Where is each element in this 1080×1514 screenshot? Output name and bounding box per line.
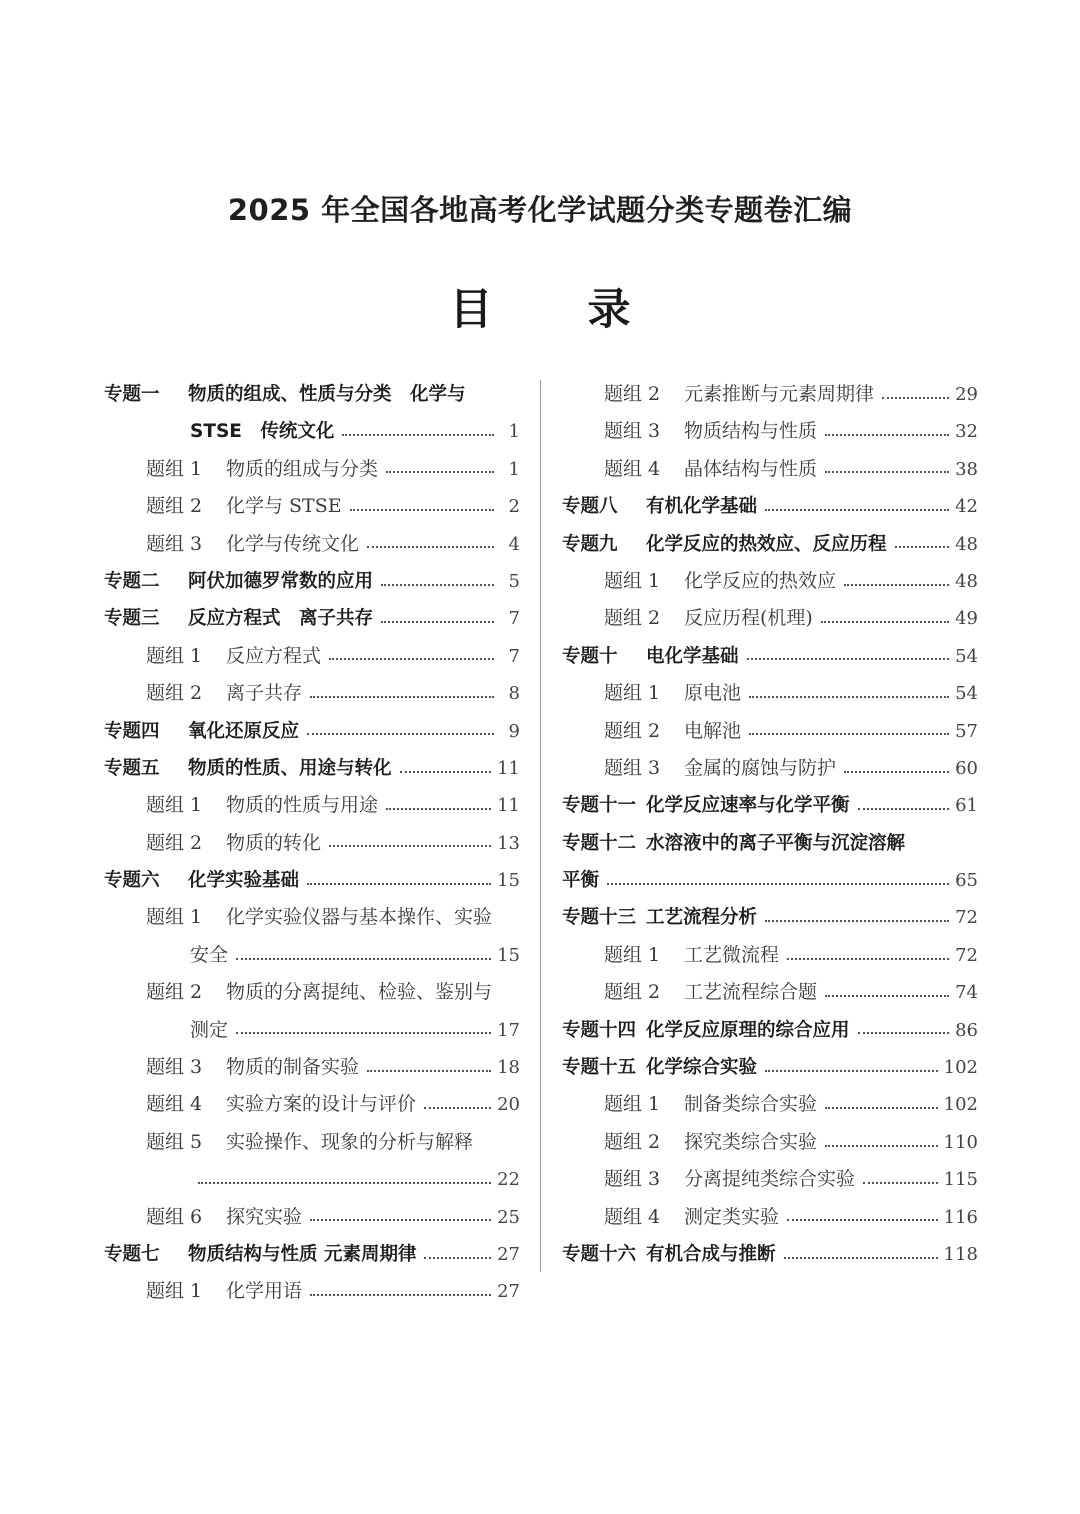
toc-page-number: 32 (955, 421, 978, 443)
toc-group-entry[interactable] (104, 1124, 520, 1161)
toc-leader-dots (310, 1294, 491, 1296)
toc-group-entry[interactable] (104, 825, 520, 862)
toc-leader-dots (400, 771, 492, 773)
toc-entry-title: 水溶液中的离子平衡与沉淀溶解 (646, 832, 906, 854)
toc-leader-dots (607, 883, 949, 885)
toc-heading: 目 录 (449, 285, 631, 335)
toc-entry-label: 专题十 (562, 645, 618, 667)
toc-entry-label: 题组 4 (604, 1205, 661, 1228)
toc-entry-title: STSE 传统文化 (190, 421, 335, 443)
toc-group-entry[interactable] (562, 1124, 978, 1161)
toc-page-number: 9 (508, 720, 520, 742)
toc-page-number: 115 (943, 1169, 978, 1191)
toc-entry-label: 题组 2 (604, 719, 661, 742)
toc-entry-label: 专题十五 (562, 1057, 637, 1079)
toc-leader-dots (765, 920, 949, 922)
toc-page-number: 65 (955, 870, 978, 892)
toc-group-entry[interactable] (562, 376, 978, 413)
toc-topic-entry[interactable] (104, 413, 520, 450)
toc-group-entry[interactable] (562, 1086, 978, 1123)
toc-topic-entry[interactable] (562, 899, 978, 936)
toc-leader-dots (787, 1219, 938, 1221)
toc-entry-title: 化学实验基础 (188, 870, 300, 892)
toc-entry-title: 物质结构与性质 (684, 420, 818, 443)
toc-leader-dots (329, 658, 494, 660)
toc-group-entry[interactable] (562, 1161, 978, 1198)
toc-entry-label: 题组 1 (146, 644, 203, 667)
toc-entry-label: 专题九 (562, 533, 618, 555)
toc-entry-title: 化学反应速率与化学平衡 (646, 795, 850, 817)
toc-group-entry[interactable] (562, 675, 978, 712)
toc-page-number: 48 (955, 570, 978, 592)
toc-group-entry[interactable] (562, 937, 978, 974)
toc-leader-dots (863, 1182, 938, 1184)
toc-leader-dots (765, 509, 949, 511)
toc-leader-dots (765, 1070, 938, 1072)
toc-entry-title: 实验方案的设计与评价 (226, 1093, 417, 1116)
toc-page-number: 1 (508, 421, 520, 443)
toc-leader-dots (747, 658, 950, 660)
toc-page-number: 11 (497, 795, 520, 817)
toc-page-number: 54 (955, 683, 978, 705)
column-divider (540, 380, 541, 1272)
toc-entry-label: 题组 1 (604, 1093, 661, 1116)
toc-entry-title: 原电池 (684, 682, 742, 705)
toc-entry-title: 化学与 STSE (226, 495, 342, 518)
toc-entry-title: 反应方程式 (226, 644, 322, 667)
toc-leader-dots (825, 995, 949, 997)
toc-entry-title: 化学反应的热效应 (684, 569, 837, 592)
toc-page-number: 61 (955, 795, 978, 817)
toc-page-number: 29 (955, 384, 978, 405)
toc-page-number: 57 (955, 720, 978, 742)
toc-leader-dots (350, 509, 494, 511)
toc-leader-dots (236, 1032, 491, 1034)
toc-entry-title: 物质的性质与用途 (226, 794, 379, 817)
toc-entry-title: 物质结构与性质 元素周期律 (188, 1243, 417, 1265)
toc-page-number: 1 (508, 458, 520, 480)
toc-entry-title: 晶体结构与性质 (684, 457, 818, 480)
toc-group-entry[interactable] (562, 750, 978, 787)
toc-page-number: 11 (497, 757, 520, 779)
toc-page-number: 4 (508, 533, 520, 555)
toc-entry-label: 专题二 (104, 570, 160, 592)
toc-entry-title: 金属的腐蚀与防护 (684, 756, 837, 779)
toc-leader-dots (386, 808, 491, 810)
toc-leader-dots (198, 1182, 491, 1184)
toc-entry-label: 专题十一 (562, 795, 637, 817)
toc-entry-title: 实验操作、现象的分析与解释 (226, 1130, 474, 1153)
toc-page-number: 15 (497, 870, 520, 892)
toc-page-number: 38 (955, 458, 978, 480)
toc-topic-entry[interactable] (104, 600, 520, 637)
toc-entry-title: 阿伏加德罗常数的应用 (188, 570, 374, 592)
toc-page-number: 49 (955, 608, 978, 630)
toc-leader-dots (825, 434, 949, 436)
toc-entry-title: 平衡 (562, 870, 600, 892)
toc-entry-label: 专题十三 (562, 907, 637, 929)
toc-entry-label: 题组 2 (146, 495, 203, 518)
toc-group-entry[interactable] (104, 1273, 520, 1310)
toc-entry-label: 题组 2 (604, 607, 661, 630)
toc-page-number: 17 (497, 1019, 520, 1041)
toc-entry-label: 题组 1 (604, 569, 661, 592)
toc-group-entry[interactable] (562, 413, 978, 450)
toc-entry-title: 工艺流程分析 (646, 907, 758, 929)
toc-group-entry[interactable] (562, 451, 978, 488)
toc-topic-entry[interactable] (562, 787, 978, 824)
toc-entry-title: 化学综合实验 (646, 1057, 758, 1079)
toc-group-entry[interactable] (104, 638, 520, 675)
toc-entry-title: 测定类实验 (684, 1205, 780, 1228)
toc-group-entry[interactable] (104, 899, 520, 936)
toc-entry-label: 专题三 (104, 608, 160, 630)
toc-entry-label: 题组 2 (604, 1130, 661, 1153)
toc-entry-label: 专题四 (104, 720, 160, 742)
toc-page-number: 27 (497, 1281, 520, 1303)
toc-topic-entry[interactable] (562, 825, 978, 862)
toc-entry-title: 物质的组成与分类 (226, 457, 379, 480)
toc-entry-label: 题组 2 (146, 682, 203, 705)
toc-leader-dots (784, 1257, 938, 1259)
toc-entry-label: 题组 3 (604, 1168, 661, 1191)
toc-page-number: 72 (955, 944, 978, 966)
toc-entry-title: 物质的制备实验 (226, 1056, 360, 1079)
toc-leader-dots (424, 1107, 491, 1109)
toc-group-entry[interactable] (104, 974, 520, 1011)
toc-entry-title: 探究实验 (226, 1205, 303, 1228)
toc-entry-title: 测定 (190, 1018, 229, 1041)
toc-entry-label: 专题六 (104, 870, 160, 892)
toc-topic-entry[interactable] (562, 1236, 978, 1273)
toc-leader-dots (367, 546, 494, 548)
toc-leader-dots (844, 771, 949, 773)
toc-topic-entry[interactable] (104, 862, 520, 899)
toc-entry-label: 专题五 (104, 757, 160, 779)
toc-topic-entry[interactable] (104, 563, 520, 600)
toc-entry-label: 题组 2 (146, 981, 203, 1004)
toc-entry-title: 物质的转化 (226, 831, 322, 854)
toc-group-entry[interactable] (104, 526, 520, 563)
toc-entry-label: 题组 3 (146, 1056, 203, 1079)
toc-leader-dots (858, 1032, 950, 1034)
toc-entry-title: 物质的分离提纯、检验、鉴别与 (226, 981, 493, 1004)
toc-page-number: 54 (955, 645, 978, 667)
toc-entry-label: 题组 5 (146, 1130, 203, 1153)
toc-entry-title: 反应方程式 离子共存 (188, 608, 374, 630)
toc-page-number: 15 (497, 944, 520, 966)
toc-leader-dots (329, 845, 491, 847)
toc-group-entry[interactable] (562, 600, 978, 637)
toc-entry-label: 题组 1 (146, 1280, 203, 1303)
toc-leader-dots (310, 696, 494, 698)
toc-entry-label: 题组 6 (146, 1205, 203, 1228)
toc-leader-dots (381, 584, 494, 586)
toc-group-entry[interactable] (104, 675, 520, 712)
toc-entry-label: 题组 2 (604, 981, 661, 1004)
toc-page-number: 5 (508, 570, 520, 592)
toc-leader-dots (825, 1145, 938, 1147)
toc-leader-dots (307, 733, 494, 735)
toc-leader-dots (882, 397, 949, 399)
toc-leader-dots (386, 471, 494, 473)
toc-entry-label: 专题十六 (562, 1243, 637, 1265)
toc-entry-title: 分离提纯类综合实验 (684, 1168, 856, 1191)
toc-page-number: 7 (508, 645, 520, 667)
toc-entry-title: 有机化学基础 (646, 496, 758, 518)
toc-leader-dots (424, 1257, 491, 1259)
toc-leader-dots (844, 584, 949, 586)
toc-leader-dots (825, 471, 949, 473)
toc-leader-dots (367, 1070, 491, 1072)
toc-leader-dots (895, 546, 950, 548)
toc-entry-title: 化学反应的热效应、反应历程 (646, 533, 887, 555)
toc-entry-label: 题组 1 (604, 682, 661, 705)
toc-entry-label: 题组 1 (604, 943, 661, 966)
toc-leader-dots (310, 1219, 491, 1221)
toc-entry-title: 有机合成与推断 (646, 1243, 776, 1265)
toc-page-number: 7 (508, 608, 520, 630)
toc-entry-title: 物质的组成、性质与分类 化学与 (188, 384, 466, 405)
toc-leader-dots (858, 808, 950, 810)
toc-page-number: 2 (508, 496, 520, 518)
toc-page-number: 102 (943, 1094, 978, 1116)
toc-group-entry[interactable] (104, 1199, 520, 1236)
toc-entry-title: 探究类综合实验 (684, 1130, 818, 1153)
toc-entry-label: 题组 3 (146, 532, 203, 555)
toc-group-entry[interactable] (104, 1086, 520, 1123)
toc-entry-label: 题组 2 (146, 831, 203, 854)
toc-topic-entry[interactable] (562, 1049, 978, 1086)
toc-group-entry[interactable] (104, 1049, 520, 1086)
toc-page-number: 48 (955, 533, 978, 555)
toc-page-number: 74 (955, 982, 978, 1004)
toc-page-number: 8 (508, 683, 520, 705)
toc-topic-entry[interactable] (562, 526, 978, 563)
toc-page-number: 22 (497, 1169, 520, 1191)
toc-entry-title: 化学与传统文化 (226, 532, 360, 555)
toc-group-entry[interactable] (562, 1199, 978, 1236)
toc-entry-label: 题组 4 (604, 457, 661, 480)
toc-entry-title: 电解池 (684, 719, 742, 742)
toc-topic-entry[interactable] (562, 638, 978, 675)
toc-entry-title: 反应历程(机理) (684, 607, 813, 630)
toc-group-entry[interactable] (104, 488, 520, 525)
toc-leader-dots (749, 733, 949, 735)
toc-entry-title: 电化学基础 (646, 645, 739, 667)
toc-group-entry[interactable] (104, 1161, 520, 1198)
toc-group-entry[interactable] (104, 451, 520, 488)
toc-entry-label: 题组 2 (604, 383, 661, 405)
toc-topic-entry[interactable] (562, 862, 978, 899)
toc-entry-label: 题组 1 (146, 906, 203, 929)
toc-entry-title: 安全 (190, 943, 229, 966)
toc-page-number: 25 (497, 1206, 520, 1228)
toc-page-number: 110 (943, 1131, 978, 1153)
toc-leader-dots (342, 434, 494, 436)
toc-entry-label: 专题七 (104, 1243, 160, 1265)
toc-page-number: 13 (497, 832, 520, 854)
toc-page-number: 102 (943, 1057, 978, 1079)
toc-entry-label: 专题十四 (562, 1019, 637, 1041)
toc-leader-dots (381, 621, 494, 623)
toc-topic-entry[interactable] (562, 1012, 978, 1049)
toc-topic-entry[interactable] (104, 1236, 520, 1273)
document-title: 2025 年全国各地高考化学试题分类专题卷汇编 (227, 193, 853, 227)
toc-entry-title: 氧化还原反应 (188, 720, 300, 742)
toc-entry-title: 物质的性质、用途与转化 (188, 757, 392, 779)
toc-group-entry[interactable] (104, 1012, 520, 1049)
toc-entry-title: 制备类综合实验 (684, 1093, 818, 1116)
toc-entry-title: 化学实验仪器与基本操作、实验 (226, 906, 493, 929)
toc-entry-label: 专题八 (562, 496, 618, 518)
toc-right-column (562, 376, 978, 1273)
toc-page-number: 42 (955, 496, 978, 518)
toc-page-number: 60 (955, 757, 978, 779)
toc-entry-title: 元素推断与元素周期律 (684, 383, 875, 405)
toc-entry-label: 题组 1 (146, 457, 203, 480)
toc-leader-dots (307, 883, 491, 885)
toc-page-number: 20 (497, 1094, 520, 1116)
toc-topic-entry[interactable] (104, 750, 520, 787)
toc-group-entry[interactable] (562, 713, 978, 750)
toc-entry-label: 题组 3 (604, 420, 661, 443)
toc-entry-title: 工艺微流程 (684, 943, 780, 966)
toc-entry-label: 专题一 (104, 384, 160, 405)
toc-page-number: 18 (497, 1057, 520, 1079)
toc-left-column (104, 376, 520, 1311)
toc-leader-dots (749, 696, 949, 698)
toc-page-number: 86 (955, 1019, 978, 1041)
toc-topic-entry[interactable] (104, 713, 520, 750)
toc-entry-label: 专题十二 (562, 832, 637, 854)
toc-leader-dots (821, 621, 949, 623)
toc-entry-label: 题组 3 (604, 756, 661, 779)
toc-page-number: 27 (497, 1243, 520, 1265)
toc-group-entry[interactable] (562, 563, 978, 600)
toc-group-entry[interactable] (104, 937, 520, 974)
toc-topic-entry[interactable] (562, 488, 978, 525)
toc-group-entry[interactable] (104, 787, 520, 824)
toc-leader-dots (236, 958, 491, 960)
toc-entry-title: 离子共存 (226, 682, 303, 705)
toc-entry-title: 化学用语 (226, 1280, 303, 1303)
toc-page-number: 72 (955, 907, 978, 929)
toc-page-number: 118 (943, 1243, 978, 1265)
toc-group-entry[interactable] (562, 974, 978, 1011)
toc-topic-entry[interactable] (104, 376, 520, 413)
toc-entry-label: 题组 4 (146, 1093, 203, 1116)
toc-page-number: 116 (943, 1206, 978, 1228)
toc-entry-title: 工艺流程综合题 (684, 981, 818, 1004)
toc-entry-label: 题组 1 (146, 794, 203, 817)
toc-entry-title: 化学反应原理的综合应用 (646, 1019, 850, 1041)
toc-leader-dots (787, 958, 949, 960)
toc-leader-dots (825, 1107, 938, 1109)
